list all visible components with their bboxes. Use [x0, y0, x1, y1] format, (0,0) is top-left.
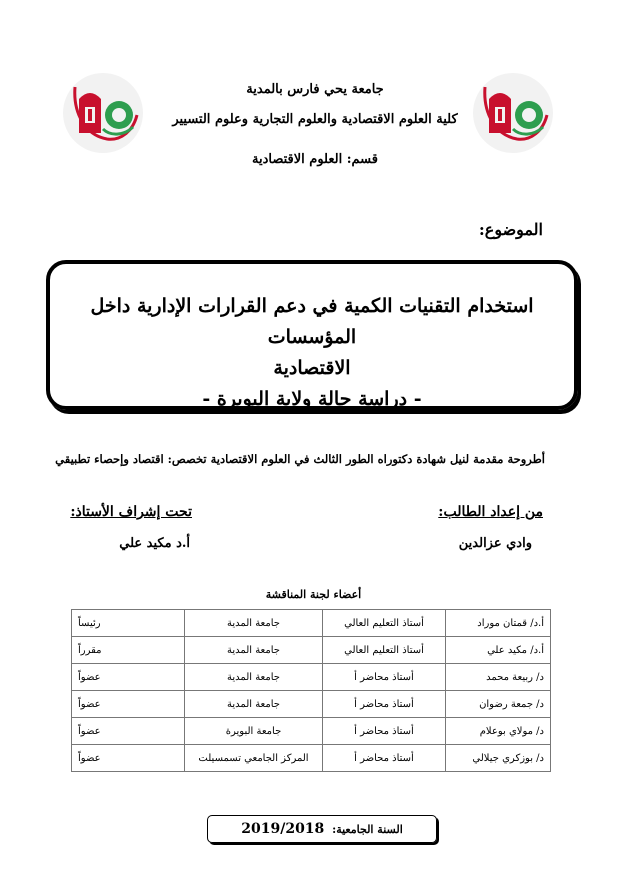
- academic-year: 2019/2018: [241, 821, 325, 837]
- table-row: [72, 637, 551, 664]
- jury-member-name: د/ ربيعة محمد: [446, 664, 551, 691]
- jury-member-rank: أستاذ التعليم العالي: [323, 637, 446, 664]
- subject-label: الموضوع:: [478, 220, 543, 239]
- jury-member-role: عضواً: [72, 745, 185, 772]
- jury-member-name: د/ بوزكري جيلالي: [446, 745, 551, 772]
- university-name: جامعة يحي فارس بالمدية: [246, 82, 384, 97]
- department-name: قسم: العلوم الاقتصادية: [251, 152, 378, 167]
- jury-member-institution: جامعة البويرة: [185, 718, 323, 745]
- jury-member-role: عضواً: [72, 691, 185, 718]
- academic-year-box: [207, 815, 437, 843]
- jury-member-institution: جامعة المدية: [185, 637, 323, 664]
- thesis-title-line-2: الاقتصادية: [273, 357, 351, 379]
- supervisor-name: أ.د مكيد علي: [119, 536, 190, 551]
- student-name: وادي عزالدين: [458, 536, 532, 551]
- jury-title: أعضاء لجنة المناقشة: [265, 588, 362, 601]
- jury-member-name: أ.د/ قمتان موراد: [446, 610, 551, 637]
- jury-member-institution: جامعة المدية: [185, 691, 323, 718]
- jury-member-rank: أستاذ محاضر أ: [323, 664, 446, 691]
- jury-member-rank: أستاذ محاضر أ: [323, 691, 446, 718]
- table-row: [72, 691, 551, 718]
- jury-member-institution: جامعة المدية: [185, 610, 323, 637]
- jury-member-institution: المركز الجامعي تسمسيلت: [185, 745, 323, 772]
- jury-member-rank: أستاذ محاضر أ: [323, 718, 446, 745]
- university-logo-left: [63, 73, 143, 153]
- jury-member-name: د/ جمعة رضوان: [446, 691, 551, 718]
- jury-member-institution: جامعة المدية: [185, 664, 323, 691]
- table-row: [72, 718, 551, 745]
- thesis-description: أطروحة مقدمة لنيل شهادة دكتوراه الطور الثالث في العلوم الاقتصادية تخصص: اقتصاد وإحصاء تطبيقي: [55, 452, 545, 466]
- table-row: [72, 610, 551, 637]
- jury-member-role: عضواً: [72, 664, 185, 691]
- thesis-title-line-1: استخدام التقنيات الكمية في دعم القرارات الإدارية داخل المؤسسات: [90, 295, 534, 348]
- jury-member-role: مقرراً: [72, 637, 185, 664]
- jury-member-name: أ.د/ مكيد علي: [446, 637, 551, 664]
- table-row: [72, 664, 551, 691]
- jury-member-rank: أستاذ محاضر أ: [323, 745, 446, 772]
- thesis-title-line-3: - دراسة حالة ولاية البويرة -: [202, 388, 422, 410]
- jury-member-role: عضواً: [72, 718, 185, 745]
- jury-table: [71, 609, 551, 772]
- faculty-name: كلية العلوم الاقتصادية والعلوم التجارية وعلوم التسيير: [172, 112, 458, 127]
- table-row: [72, 745, 551, 772]
- academic-year-label: السنة الجامعية:: [332, 823, 403, 836]
- prepared-by-label: من إعداد الطالب:: [438, 504, 543, 520]
- supervision-label: تحت إشراف الأستاذ:: [70, 504, 192, 520]
- jury-member-role: رئيساً: [72, 610, 185, 637]
- jury-member-rank: أستاذ التعليم العالي: [323, 610, 446, 637]
- thesis-title-box: [46, 260, 578, 410]
- jury-member-name: د/ مولاي بوعلام: [446, 718, 551, 745]
- university-logo-right: [473, 73, 553, 153]
